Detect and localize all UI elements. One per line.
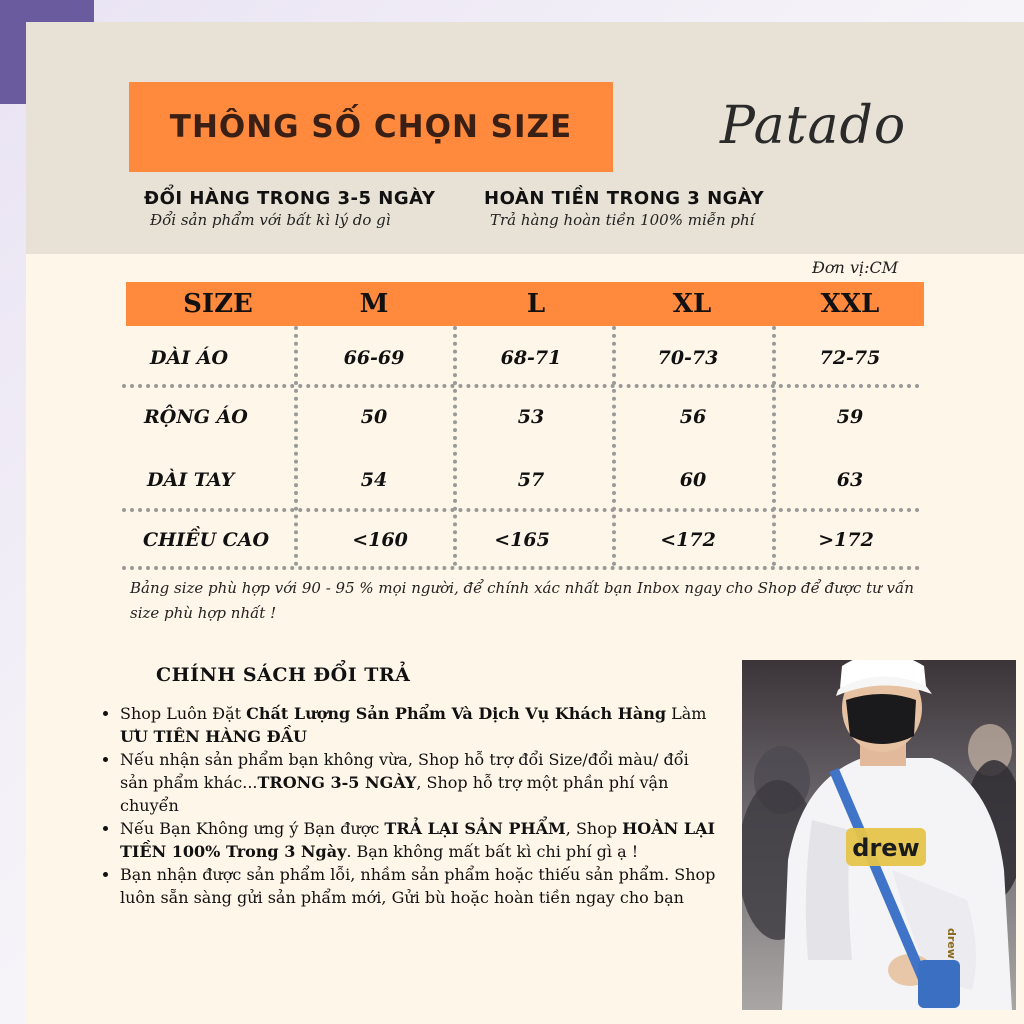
column-header-l: L: [526, 289, 546, 319]
policy-item-text: Bạn nhận được sản phẩm lỗi, nhầm sản phẩm hoặc thiếu sản phẩm. Shop luôn sẵn sàng gửi sản phẩm mới, Gửi bù hoặc hoàn tiền ngay cho bạn: [120, 865, 716, 907]
table-cell: 66-69: [343, 347, 405, 369]
policy-item-text: . Bạn không mất bất kì chi phí gì ạ !: [346, 842, 639, 861]
policy-title: CHÍNH SÁCH ĐỔI TRẢ: [156, 664, 411, 686]
promo-sub: Đổi sản phẩm với bất kì lý do gì: [150, 211, 391, 229]
policy-item-text: Shop Luôn Đặt: [120, 704, 247, 723]
policy-item-emphasis: ƯU TIÊN HÀNG ĐẦU: [120, 727, 307, 746]
brand-logo: Patado: [720, 96, 907, 156]
policy-item-emphasis: TRONG 3-5 NGÀY: [257, 773, 417, 792]
table-cell: <165: [494, 529, 550, 551]
hoodie-print-text: drew: [852, 834, 920, 862]
table-cell: 53: [517, 406, 545, 428]
promo-refund: [484, 188, 764, 229]
column-header-size: SIZE: [183, 289, 253, 319]
table-cell: 70-73: [657, 347, 719, 369]
policy-item-text: , Shop: [565, 819, 623, 838]
policy-item-emphasis: HOÀN LẠI TIỀN 100% Trong 3 Ngày: [120, 819, 715, 861]
column-divider: [453, 326, 457, 566]
policy-item: [120, 863, 720, 909]
policy-item: [120, 702, 720, 748]
promo-heading: ĐỔI HÀNG TRONG 3-5 NGÀY: [144, 188, 436, 209]
policy-item-emphasis: Chất Lượng Sản Phẩm Và Dịch Vụ Khách Hàng: [246, 704, 667, 723]
policy-item-text: Nếu Bạn Không ưng ý Bạn được: [120, 819, 385, 838]
size-guide-page: [26, 22, 1024, 1024]
size-note: Bảng size phù hợp với 90 - 95 % mọi người, để chính xác nhất bạn Inbox ngay cho Shop để được tư vấn size phù hợp nhất !: [130, 579, 914, 622]
row-divider: [122, 566, 920, 570]
policy-item-text: Nếu nhận sản phẩm bạn không vừa, Shop hỗ trợ đổi Size/đổi màu/ đổi sản phẩm khác...: [120, 750, 689, 792]
column-header-xxl: XXL: [820, 289, 880, 319]
table-cell: 57: [517, 469, 545, 491]
row-label-length: DÀI ÁO: [150, 347, 229, 369]
row-label-height: CHIỀU CAO: [143, 529, 270, 551]
corner-band: [26, 0, 94, 22]
row-divider: [122, 508, 920, 512]
table-cell: >172: [818, 529, 874, 551]
table-cell: <172: [660, 529, 716, 551]
policy-list: [100, 702, 720, 909]
table-cell: 59: [836, 406, 864, 428]
column-divider: [772, 326, 776, 566]
table-cell: 60: [679, 469, 707, 491]
promo-sub: Trả hàng hoàn tiền 100% miễn phí: [490, 211, 755, 229]
table-cell: <160: [352, 529, 408, 551]
page-title: THÔNG SỐ CHỌN SIZE: [169, 109, 573, 145]
unit-label: Đơn vị:CM: [812, 258, 899, 277]
title-banner: [129, 82, 613, 172]
sleeve-print-text: drew: [945, 928, 958, 959]
table-cell: 68-71: [500, 347, 562, 369]
column-divider: [612, 326, 616, 566]
policy-item: [120, 748, 720, 817]
table-cell: 50: [360, 406, 388, 428]
row-label-width: RỘNG ÁO: [144, 406, 248, 428]
table-cell: 72-75: [819, 347, 881, 369]
table-cell: 63: [836, 469, 864, 491]
table-cell: 54: [360, 469, 388, 491]
size-table-header: [126, 282, 924, 326]
policy-item-text: Làm: [666, 704, 707, 723]
column-header-m: M: [359, 289, 389, 319]
promo-exchange: [144, 188, 435, 229]
policy-item-emphasis: TRẢ LẠI SẢN PHẨM: [384, 819, 566, 838]
row-divider: [122, 384, 920, 388]
row-label-sleeve: DÀI TAY: [147, 469, 235, 491]
table-cell: 56: [679, 406, 707, 428]
column-header-xl: XL: [672, 289, 712, 319]
model-photo-illustration: [742, 660, 1016, 1010]
corner-accent: [0, 0, 26, 104]
promo-heading: HOÀN TIỀN TRONG 3 NGÀY: [484, 188, 765, 209]
model-photo: [742, 660, 1016, 1010]
policy-item-text: , Shop hỗ trợ một phần phí vận chuyển: [120, 773, 669, 815]
policy-item: [120, 817, 720, 863]
column-divider: [294, 326, 298, 566]
